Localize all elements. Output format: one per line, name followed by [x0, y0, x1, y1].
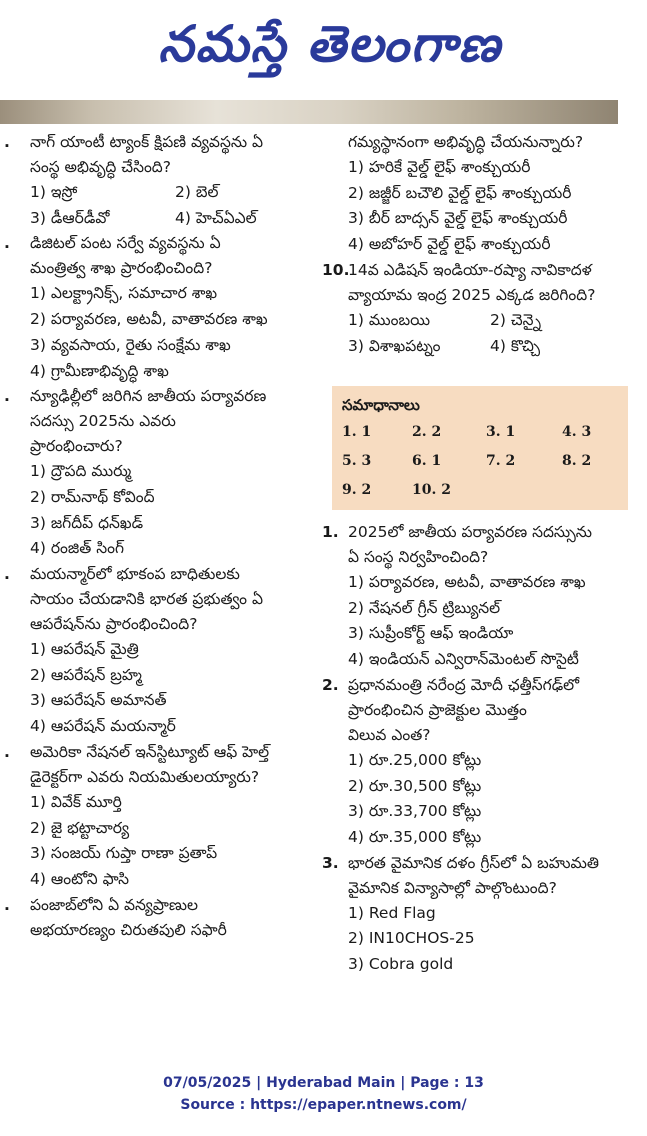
- question-number: 1.: [322, 523, 339, 541]
- question-text: 14వ ఎడిషన్ ఇండియా-రష్యా నావికాదళ: [348, 260, 592, 279]
- question-number: 3.: [322, 853, 339, 872]
- option-item: 4) రూ.35,000 కోట్లు: [348, 827, 482, 846]
- option-item: 4) గ్రామీణాభివృద్ధి శాఖ: [30, 361, 169, 380]
- option-item: 1) వివేక్ మూర్తి: [30, 792, 122, 811]
- question-text: సదస్సు 2025ను ఎవరు: [30, 412, 176, 431]
- answer-item: 4. 3: [562, 424, 592, 440]
- footer-date-line: 07/05/2025 | Hyderabad Main | Page : 13: [163, 1075, 484, 1091]
- question-block: [322, 520, 632, 673]
- option-item: 2) పర్యావరణ, అటవీ, వాతావరణ శాఖ: [30, 310, 268, 329]
- question-text: ఆపరేషన్‌ను ప్రారంభించింది?: [30, 615, 198, 634]
- question-text: వైమానిక విన్యాసాల్లో పాల్గొంటుంది?: [348, 878, 557, 897]
- option-item: 2) జజ్జీర్ బచౌలి వైల్డ్ లైఫ్ శాంక్చుయరీ: [348, 183, 572, 202]
- question-text-line: [322, 258, 632, 283]
- option-item: 4) రంజిత్ సింగ్: [30, 539, 124, 558]
- question-block: [4, 384, 322, 562]
- question-block: [4, 740, 322, 893]
- question-text: మయన్మార్‌లో భూకంప బాధితులకు: [30, 565, 240, 584]
- answer-item: 7. 2: [486, 453, 516, 469]
- question-number: .: [4, 234, 10, 253]
- question-text-line: [322, 723, 632, 748]
- option-item: 2) చెన్నై: [490, 310, 542, 329]
- question-text-line: [322, 283, 632, 308]
- question-text: అమెరికా నేషనల్ ఇన్‌స్టిట్యూట్ ఆఫ్ హెల్త్: [30, 742, 270, 761]
- question-number: .: [4, 565, 10, 584]
- option-item: 3) వ్యవసాయ, రైతు సంక్షేమ శాఖ: [30, 335, 231, 354]
- option-item: 3) డీఆర్‌డీవో: [30, 208, 110, 227]
- option-item: 2) జై భట్టాచార్య: [30, 818, 130, 837]
- question-text-line: [322, 698, 632, 723]
- question-text: మంత్రిత్వ శాఖ ప్రారంభించింది?: [30, 259, 213, 278]
- question-continuation: [322, 130, 632, 258]
- question-text: ప్రారంభించారు?: [30, 437, 123, 456]
- option-item: 4) అబోహర్ వైల్డ్ లైఫ్ శాంక్చుయరీ: [348, 235, 551, 254]
- question-text-line: [4, 562, 322, 587]
- question-text: సంస్థ అభివృద్ధి చేసింది?: [30, 158, 171, 176]
- option-item: 2) రూ.30,500 కోట్లు: [348, 776, 482, 795]
- answer-item: 8. 2: [562, 453, 592, 469]
- question-text-line: [4, 765, 322, 790]
- option-item: 3) Cobra gold: [348, 955, 454, 974]
- question-text-line: [322, 520, 632, 545]
- question-number: .: [4, 742, 10, 761]
- answer-item: 9. 2: [342, 482, 372, 498]
- question-text: వ్యాయామ ఇంద్ర 2025 ఎక్కడ జరిగింది?: [348, 285, 596, 304]
- option-item: 1) ద్రౌపది ముర్ము: [30, 462, 132, 481]
- answer-item: 6. 1: [412, 453, 442, 469]
- question-text-line: [322, 876, 632, 901]
- question-text: డిజిటల్ పంట సర్వే వ్యవస్థను ఏ: [30, 234, 221, 253]
- answer-item: 5. 3: [342, 453, 372, 469]
- answer-item: 10. 2: [412, 482, 451, 498]
- question-number: 2.: [322, 675, 339, 694]
- option-item: 2) నేషనల్ గ్రీన్ ట్రిబ్యునల్: [348, 598, 501, 617]
- question-text-line: [4, 231, 322, 256]
- question-block: [322, 258, 632, 359]
- question-text: ఏ సంస్థ నిర్వహించింది?: [348, 548, 489, 566]
- question-text: నాగ్ యాంటీ ట్యాంక్ క్షిపణి వ్యవస్థను ఏ: [30, 133, 264, 151]
- answers-title: సమాధానాలు: [342, 396, 420, 414]
- option-item: 2) బెల్: [175, 183, 219, 201]
- option-item: 1) ఇస్రో: [30, 183, 78, 201]
- question-text: అభయారణ్యం చిరుతపులి సఫారీ: [30, 920, 227, 939]
- question-text-line: [4, 434, 322, 459]
- option-item: 3) ఆపరేషన్ అమానత్: [30, 691, 167, 710]
- question-number: .: [4, 387, 10, 406]
- right-column-bottom: [322, 520, 632, 978]
- question-number: .: [4, 895, 10, 914]
- question-text-line: [322, 851, 632, 876]
- option-row: [322, 308, 632, 334]
- option-item: 3) సంజయ్ గుప్తా రాణా ప్రతాప్: [30, 844, 218, 863]
- option-item: 1) ఎలక్ట్రానిక్స్, సమాచార శాఖ: [30, 284, 218, 303]
- answer-item: 1. 1: [342, 424, 372, 440]
- question-text-line: [4, 130, 322, 155]
- page-footer: [0, 1072, 647, 1116]
- question-text: 2025లో జాతీయ పర్యావరణ సదస్సును: [348, 523, 593, 541]
- option-row: [4, 180, 322, 206]
- question-text-line: [4, 155, 322, 180]
- option-item: 4) కొచ్చి: [490, 336, 541, 355]
- right-column-top: [322, 130, 632, 359]
- option-item: 2) రామ్‌నాథ్ కోవింద్: [30, 487, 155, 506]
- option-row: [322, 334, 632, 360]
- option-item: 1) ముంబయి: [348, 310, 431, 329]
- question-text: ప్రారంభించిన ప్రాజెక్టుల మొత్తం: [348, 700, 527, 719]
- question-block: [4, 893, 322, 943]
- question-text-line: [4, 587, 322, 612]
- question-number: .: [4, 133, 10, 151]
- question-text: గమ్యస్థానంగా అభివృద్ధి చేయనున్నారు?: [348, 133, 584, 151]
- question-text-line: [322, 673, 632, 698]
- option-item: 4) ఆంటోని ఫాసి: [30, 869, 129, 888]
- question-block: [322, 851, 632, 978]
- question-text-line: [4, 740, 322, 765]
- option-item: 2) ఆపరేషన్ బ్రహ్మ: [30, 665, 142, 684]
- option-item: 4) ఇండియన్ ఎన్విరాన్‌మెంటల్ సొసైటీ: [348, 650, 579, 669]
- left-column: [4, 130, 322, 943]
- question-text: భారత వైమానిక దళం గ్రీస్‌లో ఏ బహుమతి: [348, 853, 599, 872]
- question-block: [4, 130, 322, 231]
- answers-grid: [342, 420, 618, 502]
- masthead: [0, 0, 647, 100]
- option-item: 4) హెచ్‌ఏఎల్: [175, 208, 257, 227]
- question-text: ప్రధానమంత్రి నరేంద్ర మోదీ ఛత్తీస్‌గఢ్‌లో: [348, 675, 580, 694]
- question-block: [4, 562, 322, 740]
- option-item: 1) ఆపరేషన్ మైత్రి: [30, 640, 139, 659]
- footer-source-line: Source : https://epaper.ntnews.com/: [180, 1097, 467, 1113]
- question-text-line: [4, 612, 322, 637]
- question-text: సాయం చేయడానికి భారత ప్రభుత్వం ఏ: [30, 590, 263, 609]
- question-block: [322, 673, 632, 851]
- question-text: పంజాబ్‌లోని ఏ వన్యప్రాణుల: [30, 895, 199, 914]
- question-text-line: [322, 545, 632, 570]
- option-item: 3) సుప్రీంకోర్ట్ ఆఫ్ ఇండియా: [348, 624, 514, 643]
- option-row: [4, 206, 322, 232]
- question-text-line: [4, 409, 322, 434]
- option-item: 3) జగ్‌దీప్ ధన్‌ఖడ్: [30, 513, 144, 532]
- question-text-line: [322, 130, 632, 155]
- option-item: 4) ఆపరేషన్ మయన్మార్: [30, 717, 176, 736]
- question-text-line: [4, 893, 322, 918]
- option-item: 1) Red Flag: [348, 903, 436, 922]
- option-item: 1) పర్యావరణ, అటవీ, వాతావరణ శాఖ: [348, 573, 586, 591]
- answer-item: 2. 2: [412, 424, 442, 440]
- question-text-line: [4, 256, 322, 281]
- option-item: 3) విశాఖపట్నం: [348, 336, 441, 355]
- question-text: న్యూఢిల్లీలో జరిగిన జాతీయ పర్యావరణ: [30, 387, 267, 406]
- answers-box: [332, 386, 628, 510]
- option-item: 1) రూ.25,000 కోట్లు: [348, 750, 482, 769]
- option-item: 1) హరికే వైల్డ్ లైఫ్ శాంక్చుయరీ: [348, 158, 531, 176]
- answer-item: 3. 1: [486, 424, 516, 440]
- option-item: 3) రూ.33,700 కోట్లు: [348, 802, 482, 821]
- question-number: 10.: [322, 260, 350, 279]
- question-text-line: [4, 918, 322, 943]
- option-item: 2) IN10CHOS-25: [348, 929, 475, 948]
- option-item: 3) బీర్ బాద్సన్ వైల్డ్ లైఫ్ శాంక్చుయరీ: [348, 209, 568, 228]
- question-text: విలువ ఎంత?: [348, 725, 431, 744]
- question-text-line: [4, 384, 322, 409]
- question-block: [4, 231, 322, 384]
- newspaper-logo: నమస్తే తెలంగాణ: [158, 15, 502, 73]
- header-banner-image: [0, 100, 618, 124]
- question-text: డైరెక్టర్‌గా ఎవరు నియమితులయ్యారు?: [30, 767, 260, 786]
